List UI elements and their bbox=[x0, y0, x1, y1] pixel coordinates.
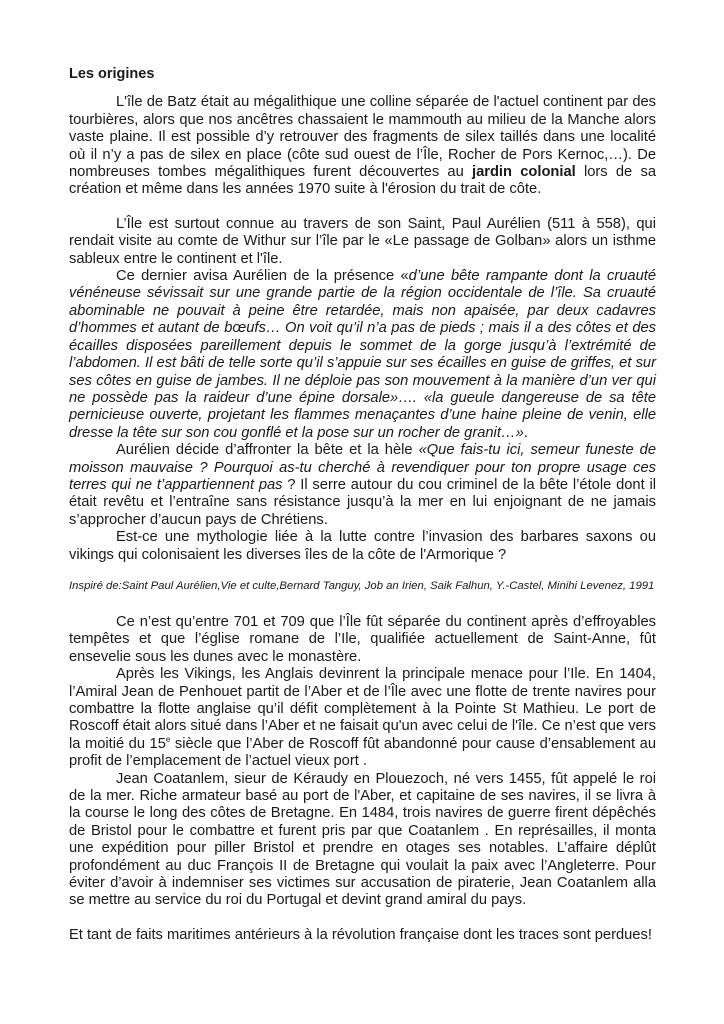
paragraph-english bbox=[69, 666, 656, 770]
text-run: ? Il serre autour du cou criminel de la bête l’étole dont il était revêtu et l’entraîne sans résistance jusqu’à la mer en lui enjoignant de ne jamais s’approcher d’aucun pays de Chrétiens. bbox=[69, 476, 656, 528]
bold-term: jardin colonial bbox=[472, 164, 576, 181]
paragraph-mythology: Est-ce une mythologie liée à la lutte contre l’invasion des barbares saxons ou vikings qui colonisaient les diverses îles de la côte de l'Armorique ? bbox=[69, 529, 656, 563]
text-run: . bbox=[523, 424, 528, 441]
italic-quote: d’une bête rampante dont la cruauté vénéneuse sévissait sur une grande partie de la région occidentale de l’île. Sa cruauté abominable ne pouvait à peine être retardée, mais non apaisée, par deux cadavres d’hommes et autant de bœufs… On voit qu’il n’a pas de pieds ; mais il a des côtes et des écailles disposées pareillement depuis le sommet de la gorge jusqu’à l’extrémité de l’abdomen. Il est bâti de telle sorte qu’il s’appuie sur ses écailles en guise de griffes, et sur ses côtes en guise de jambes. Il ne déploie pas son mouvement à la manière d’un ver qui ne possède pas la raideur d’une épine dorsale»…. «la gueule dangereuse de sa tête pernicieuse ouverte, projetant les flammes menaçantes d’une haine pleine de venin, elle dresse la tête sur son cou gonflé et la pose sur un rocher de granit…» bbox=[69, 268, 657, 441]
paragraph-closing: Et tant de faits maritimes antérieurs à la révolution française dont les traces sont perdues! bbox=[69, 926, 652, 943]
section-title: Les origines bbox=[69, 66, 155, 82]
text-run: Après les Vikings, les Anglais devinrent la principale menace pour l’Ile. En 1404, l’Amiral Jean de Penhouet partit de l’Aber et de l’Île avec une flotte de trente navires pour combattre la flotte anglaise qu’il défit complètement à la Pointe St Mathieu. Le port de Roscoff était alors situé dans l’Aber et ne faisait qu'un avec celui de l'île. Ce n’est que vers la moitié du 15 bbox=[69, 666, 656, 752]
paragraph-saint: L’Île est surtout connue au travers de son Saint, Paul Aurélien (511 à 558), qui rendait visite au comte de Withur sur l’île par le «Le passage de Golban» alors un isthme sableux entre le continent et l'île. bbox=[69, 215, 656, 267]
italic-quote: «Que fais-tu ici, semeur funeste de moisson mauvaise ? Pourquoi as-tu cherché à revendiquer pour ton propre usage ces terres qui ne t’appartiennent pas bbox=[69, 442, 656, 493]
paragraph-confrontation bbox=[69, 442, 656, 529]
text-run: lors de sa création et même dans les années 1970 suite à l'érosion du trait de côte. bbox=[69, 164, 656, 198]
source-citation: Inspiré de:Saint Paul Aurélien,Vie et culte,Bernard Tanguy, Job an Irien, Saik Falhun, Y.-Castel, Minihi Levenez, 1991 bbox=[69, 579, 655, 592]
document-body bbox=[69, 66, 656, 944]
text-run: L'île de Batz était au mégalithique une colline séparée de l'actuel continent par des tourbières, alors que nos ancêtres chassaient le mammouth au milieu de la Manche alors vaste plaine. Il est possible d’y retrouver des fragments de silex taillés dans une localité où il n’y a pas de silex en place (côte sud ouest de l’Île, Rocher de Pors Kernoc,…). De nombreuses tombes mégalithiques furent découvertes au bbox=[69, 94, 656, 181]
text-run: siècle que l’Aber de Roscoff fût abandonné pour cause d’ensablement au profit de l’emplacement de l’actuel vieux port . bbox=[69, 735, 656, 770]
text-run: Ce dernier avisa Aurélien de la présence « bbox=[116, 268, 409, 285]
superscript: e bbox=[165, 734, 171, 744]
paragraph-separation: Ce n’est qu’entre 701 et 709 que l’Île fût séparée du continent après d’effroyables tempêtes et que l’église romane de l’Ile, qualifiée actuellement de Saint-Anne, fût ensevelie sous les dunes avec le monastère. bbox=[69, 613, 656, 665]
text-run: Aurélien décide d’affronter la bête et la hèle bbox=[116, 442, 419, 459]
paragraph-beast bbox=[69, 268, 656, 442]
paragraph-origins bbox=[69, 94, 656, 198]
paragraph-coatanlem: Jean Coatanlem, sieur de Kéraudy en Plouezoch, né vers 1455, fût appelé le roi de la mer. Riche armateur basé au port de l'Aber, et capitaine de ses navires, il se livra à la course le long des côtes de Bretagne. En 1484, trois navires de guerre firent dépêchés de Bristol pour le combattre et furent pris par que Coatanlem . En représailles, il monta une expédition pour piller Bristol et prendre en otages ses notables. L’affaire déplût profondément au duc François II de Bretagne qui voulait la paix avec l’Angleterre. Pour éviter d’avoir à indemniser ses victimes sur accusation de piraterie, Jean Coatanlem alla se mettre au service du roi du Portugal et devint grand amiral du pays. bbox=[69, 770, 656, 909]
